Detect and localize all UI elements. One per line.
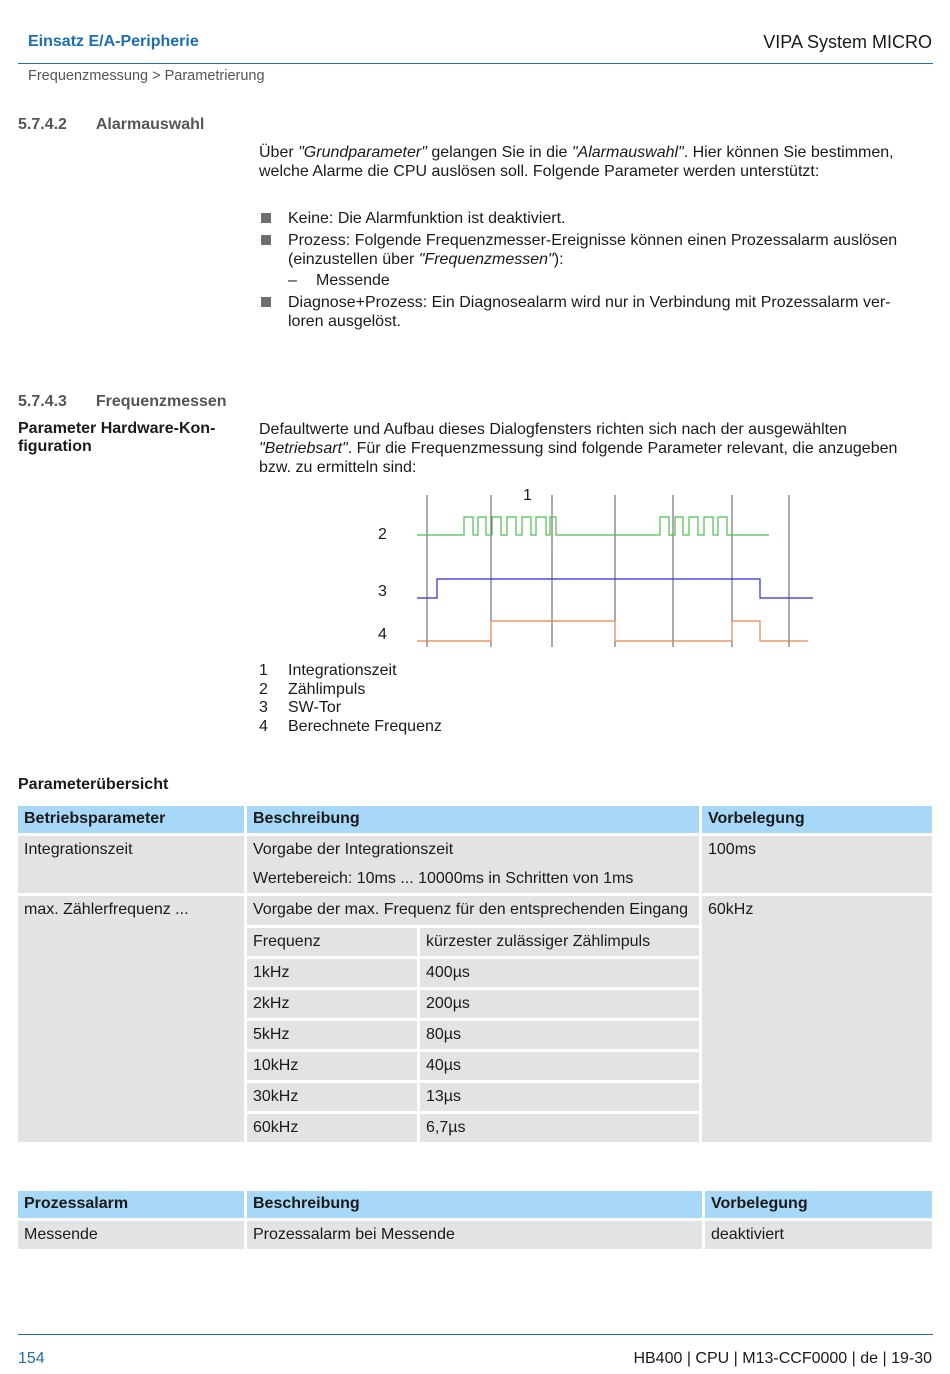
subtable-cell: 60kHz	[247, 1111, 420, 1142]
legend-number: 4	[259, 718, 268, 735]
intro-text: . Für die Frequenzmessung sind folgende Parameter relevant, die anzugeben bzw. zu ermitteln sind:	[259, 440, 898, 476]
subtable-row	[247, 925, 699, 956]
column-header: Beschreibung	[247, 806, 699, 833]
table-row	[18, 1221, 932, 1249]
param-desc-line: Vorgabe der Integrationszeit	[253, 841, 454, 858]
list-item	[259, 293, 919, 331]
breadcrumb: Frequenzmessung > Parametrierung	[28, 68, 265, 84]
page-number: 154	[18, 1350, 45, 1367]
subtable-cell: 30kHz	[247, 1080, 420, 1111]
subtable-cell: 1kHz	[247, 956, 420, 987]
param-desc-line: Vorgabe der max. Frequenz für den entsprechenden Eingang	[253, 901, 688, 918]
param-default: 100ms	[702, 836, 932, 893]
section-title: Frequenzmessen	[95, 393, 227, 410]
subtable-cell: 2kHz	[247, 987, 420, 1018]
sub-list-item-text: Messende	[316, 272, 390, 289]
intro-em-alarmauswahl: "Alarmauswahl"	[571, 144, 684, 161]
subtable-row	[247, 956, 699, 987]
legend-number: 3	[259, 699, 268, 716]
table-row	[18, 836, 932, 893]
legend-item	[259, 680, 365, 699]
legend-text: SW-Tor	[288, 699, 342, 716]
column-header: Vorbelegung	[702, 806, 932, 833]
legend-item	[259, 661, 397, 680]
subtable-cell: 200µs	[420, 987, 699, 1018]
alarm-intro-paragraph	[259, 143, 919, 181]
timing-diagram	[360, 480, 830, 655]
intro-text: gelangen Sie in die	[426, 144, 572, 161]
subtable-row	[247, 1111, 699, 1142]
footer-divider	[18, 1334, 933, 1335]
list-item-text: ):	[553, 251, 564, 268]
bullet-square-icon	[261, 213, 271, 223]
list-item-em: "Frequenzmessen"	[418, 251, 554, 268]
legend-text: Zählimpuls	[288, 681, 366, 698]
overview-heading: Parameterübersicht	[18, 776, 169, 793]
subtable-header: Frequenz	[247, 925, 420, 956]
subtable-row	[247, 987, 699, 1018]
table-header-row	[18, 1191, 932, 1218]
subtable-row	[247, 1049, 699, 1080]
column-header: Vorbelegung	[705, 1191, 932, 1218]
section-number: 5.7.4.3	[18, 393, 67, 410]
section-number: 5.7.4.2	[18, 116, 67, 133]
bullet-square-icon	[261, 235, 271, 245]
legend-number: 1	[259, 662, 268, 679]
param-name: Integrationszeit	[18, 836, 244, 893]
legend-text: Integrationszeit	[288, 662, 397, 679]
param-desc	[247, 836, 699, 893]
dash-icon: –	[288, 272, 297, 289]
subtable-cell: 400µs	[420, 956, 699, 987]
freq-intro-paragraph	[259, 420, 919, 477]
param-desc: Prozessalarm bei Messende	[247, 1221, 702, 1249]
table-header-row	[18, 806, 932, 833]
column-header: Beschreibung	[247, 1191, 702, 1218]
param-default: 60kHz	[702, 896, 932, 1142]
subtable-cell: 80µs	[420, 1018, 699, 1049]
diagram-label-3: 3	[378, 583, 387, 600]
pulse-signal	[417, 517, 769, 535]
list-item	[259, 209, 919, 228]
bullet-square-icon	[261, 297, 271, 307]
table-row	[18, 896, 932, 1142]
alarm-options-list	[259, 209, 919, 334]
frequency-subtable	[247, 925, 699, 1142]
subtable-header: kürzester zulässiger Zählimpuls	[420, 925, 699, 956]
subtable-cell: 5kHz	[247, 1018, 420, 1049]
intro-text: . Hier können Sie bestimmen, welche Alarme die CPU auslösen soll. Folgende Parameter werden unterstützt:	[259, 144, 894, 180]
legend-text: Berechnete Frequenz	[288, 718, 442, 735]
subtable-cell: 40µs	[420, 1049, 699, 1080]
param-name: Messende	[18, 1221, 244, 1249]
legend-item	[259, 717, 442, 736]
param-name: max. Zählerfrequenz ...	[18, 896, 244, 1142]
parameter-table	[15, 803, 935, 1145]
subtable-row	[247, 1080, 699, 1111]
intro-text: Über	[259, 144, 299, 161]
list-item	[259, 231, 919, 290]
diagram-label-1: 1	[523, 487, 532, 504]
list-item-text: Prozess: Folgende Frequenzmesser-Ereignisse können einen Prozessalarm auslösen (einzustellen über	[288, 232, 898, 268]
param-default: deaktiviert	[705, 1221, 932, 1249]
subtable-cell: 13µs	[420, 1080, 699, 1111]
list-item-text: Keine: Die Alarmfunktion ist deaktiviert.	[288, 210, 566, 227]
list-item-text: Diagnose+Prozess: Ein Diagnosealarm wird nur in Verbindung mit Prozessalarm verloren ausgelöst.	[288, 294, 891, 330]
section-heading-alarmauswahl	[18, 116, 204, 134]
process-alarm-table	[15, 1188, 935, 1252]
diagram-label-2: 2	[378, 526, 387, 543]
param-desc-line: Wertebereich: 10ms ... 10000ms in Schritten von 1ms	[253, 870, 634, 887]
intro-text: Defaultwerte und Aufbau dieses Dialogfensters richten sich nach der ausgewählten	[259, 421, 847, 438]
intro-em-grundparameter: "Grundparameter"	[298, 144, 427, 161]
subtable-row	[247, 1018, 699, 1049]
intro-em-betriebsart: "Betriebsart"	[259, 440, 348, 457]
legend-item	[259, 698, 341, 717]
sub-list-item	[259, 271, 919, 290]
product-title: VIPA System MICRO	[763, 32, 932, 52]
legend-number: 2	[259, 681, 268, 698]
chapter-title: Einsatz E/A-Peripherie	[28, 33, 199, 50]
header-divider	[18, 63, 933, 64]
subtable-cell: 10kHz	[247, 1049, 420, 1080]
subtable-cell: 6,7µs	[420, 1111, 699, 1142]
diagram-label-4: 4	[378, 626, 387, 643]
section-title: Alarmauswahl	[95, 116, 205, 133]
calculated-frequency-signal	[417, 621, 808, 641]
section-heading-frequenzmessen	[18, 393, 227, 411]
column-header: Prozessalarm	[18, 1191, 244, 1218]
param-desc	[247, 896, 699, 1142]
column-header: Betriebsparameter	[18, 806, 244, 833]
document-id: HB400 | CPU | M13-CCF0000 | de | 19-30	[633, 1350, 932, 1367]
side-label-hardware-config: Parameter Hardware-Konfiguration	[18, 420, 216, 455]
